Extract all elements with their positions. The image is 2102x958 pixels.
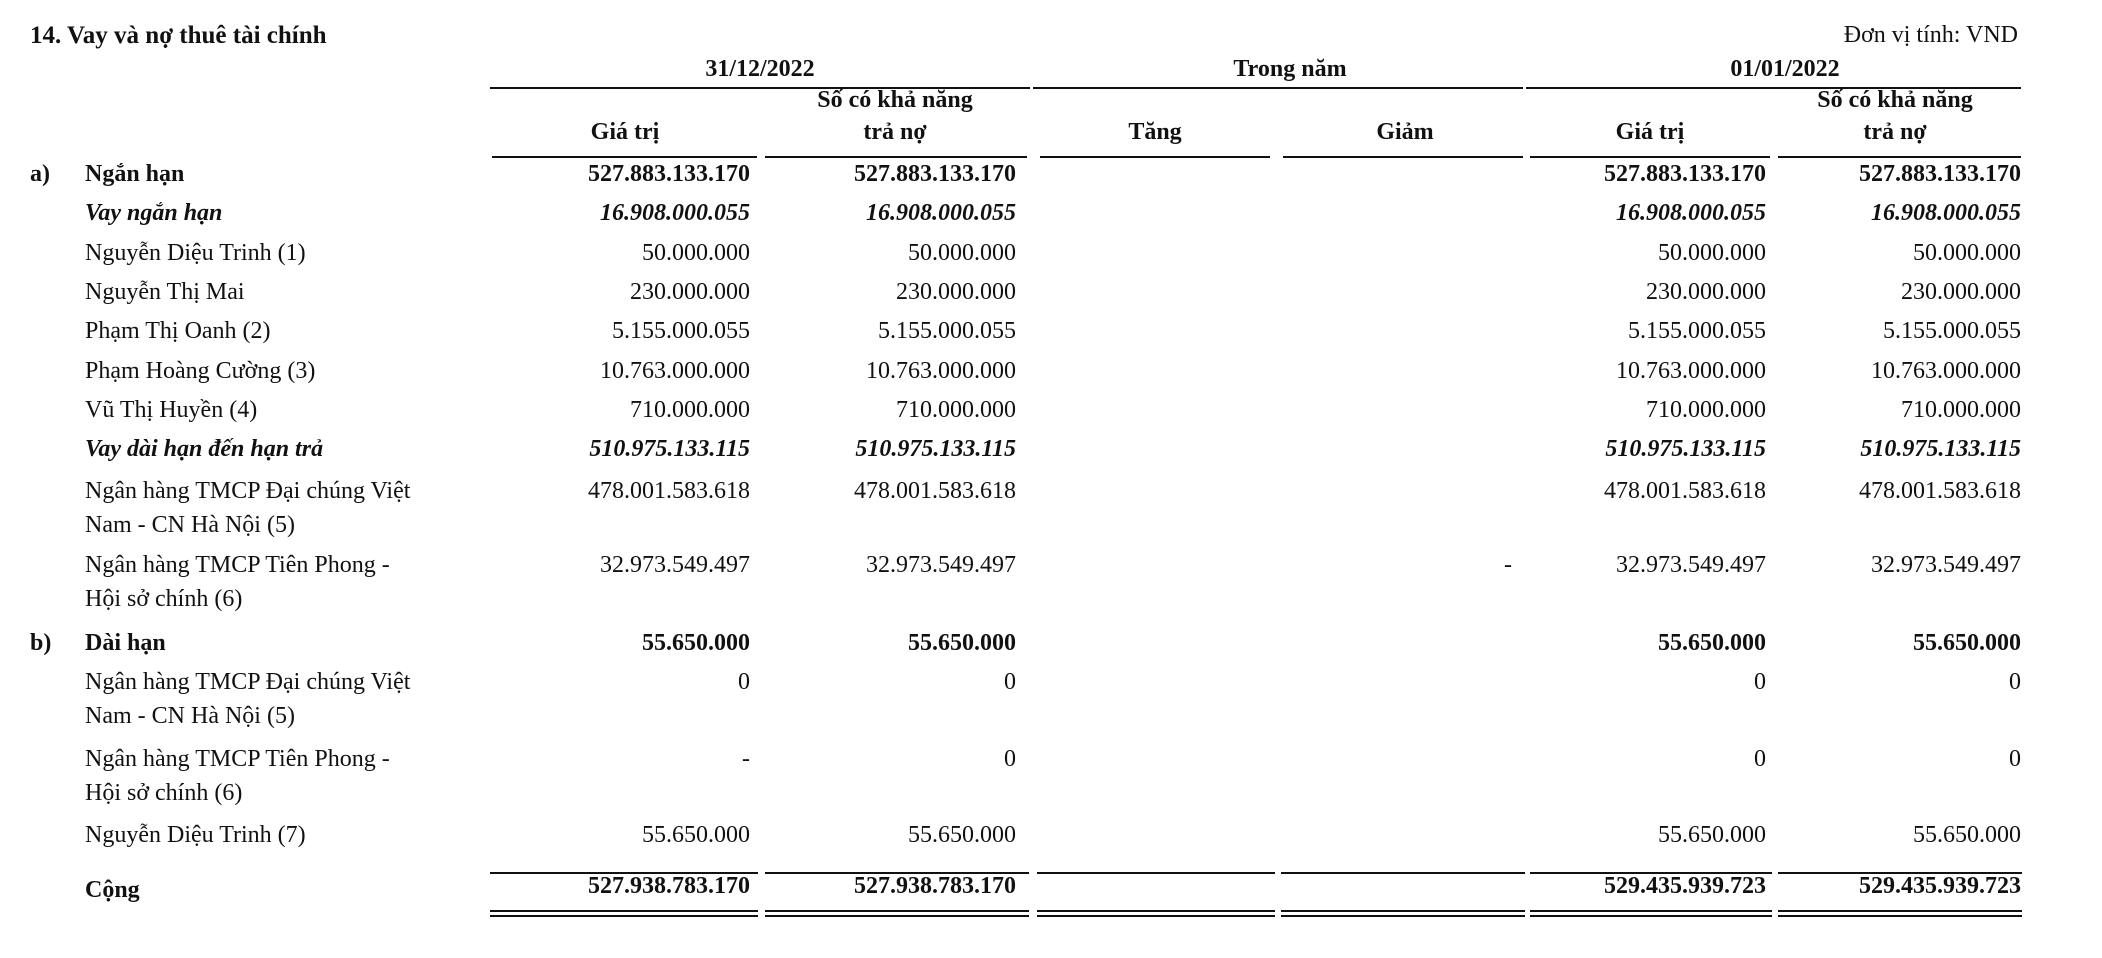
cell-payable-end: 510.975.133.115 [855,436,1016,462]
row-label [85,818,306,852]
group-rule-mid [1033,87,1523,89]
cell-decrease: - [1504,552,1512,578]
cell-value-start: 0 [1754,669,1766,695]
cell-payable-start: 16.908.000.055 [1871,200,2021,226]
cell-value-start: 5.155.000.055 [1628,318,1766,344]
cell-value-start: 10.763.000.000 [1616,358,1766,384]
cell-payable-start: 230.000.000 [1901,279,2021,305]
cell-value-start: 55.650.000 [1658,630,1766,656]
group-header-during-year: Trong năm [1233,56,1347,82]
cell-payable-end: 0 [1004,669,1016,695]
total-payable-start: 529.435.939.723 [1859,873,2021,899]
cell-payable-start: 5.155.000.055 [1883,318,2021,344]
cell-value-end: 5.155.000.055 [612,318,750,344]
cell-payable-start: 50.000.000 [1913,240,2021,266]
row-label [85,157,184,191]
cell-payable-end: 710.000.000 [896,397,1016,423]
section-title: 14. Vay và nợ thuê tài chính [30,22,327,49]
cell-payable-start: 0 [2009,746,2021,772]
cell-payable-start: 55.650.000 [1913,630,2021,656]
cell-payable-end: 50.000.000 [908,240,1016,266]
col-header-payable-end-line2: trả nợ [863,119,927,145]
header-rule [1283,156,1523,158]
col-header-payable-start [1770,84,2020,148]
row-label-line2: Hội sở chính (6) [85,586,243,612]
total-rule-double [1530,910,1772,917]
cell-payable-start: 0 [2009,669,2021,695]
cell-value-end: 478.001.583.618 [588,478,750,504]
header-rule [1040,156,1270,158]
row-label-line1: Dài hạn [85,630,166,656]
row-label [85,548,390,616]
total-rule-top [1037,872,1275,874]
row-label-line1: Ngắn hạn [85,161,185,187]
cell-value-start: 0 [1754,746,1766,772]
cell-payable-end: 0 [1004,746,1016,772]
col-header-value-start: Giá trị [1615,119,1685,145]
col-header-payable-end [760,84,1030,148]
total-rule-top [1778,872,2022,874]
cell-value-end: 55.650.000 [642,630,750,656]
row-label [85,236,306,270]
cell-value-end: 510.975.133.115 [589,436,750,462]
row-label-line1: Ngân hàng TMCP Đại chúng Việt [85,669,411,695]
group-header-end-of-period: 31/12/2022 [705,56,815,82]
cell-payable-end: 16.908.000.055 [866,200,1016,226]
total-label: Cộng [85,877,140,903]
total-value-end: 527.938.783.170 [588,873,750,899]
row-section-marker: a) [30,161,50,187]
cell-payable-start: 55.650.000 [1913,822,2021,848]
cell-value-start: 478.001.583.618 [1604,478,1766,504]
row-label [85,432,323,466]
cell-value-end: 710.000.000 [630,397,750,423]
cell-value-end: 32.973.549.497 [600,552,750,578]
total-rule-top [490,872,758,874]
cell-value-start: 710.000.000 [1646,397,1766,423]
cell-value-start: 55.650.000 [1658,822,1766,848]
cell-value-start: 510.975.133.115 [1605,436,1766,462]
col-header-payable-end-line1: Số có khả năng [817,87,973,113]
cell-payable-start: 478.001.583.618 [1859,478,2021,504]
row-label [85,474,410,542]
cell-payable-start: 527.883.133.170 [1859,161,2021,187]
cell-value-start: 16.908.000.055 [1616,200,1766,226]
row-section-marker: b) [30,630,52,656]
col-header-payable-start-line1: Số có khả năng [1817,87,1973,113]
cell-value-end: 16.908.000.055 [600,200,750,226]
row-label [85,196,222,230]
row-label-line1: Nguyễn Diệu Trinh (1) [85,240,306,266]
row-label-line1: Vũ Thị Huyền (4) [85,397,258,423]
cell-payable-end: 478.001.583.618 [854,478,1016,504]
row-label-line1: Ngân hàng TMCP Đại chúng Việt [85,478,411,504]
row-label-line1: Vay ngắn hạn [85,200,223,226]
row-label-line2: Nam - CN Hà Nội (5) [85,512,295,538]
row-label-line1: Nguyễn Diệu Trinh (7) [85,822,306,848]
total-value-start: 529.435.939.723 [1604,873,1766,899]
cell-value-start: 230.000.000 [1646,279,1766,305]
cell-payable-end: 5.155.000.055 [878,318,1016,344]
cell-value-end: 230.000.000 [630,279,750,305]
col-header-payable-start-line2: trả nợ [1863,119,1927,145]
total-rule-top [1530,872,1772,874]
row-label-line2: Hội sở chính (6) [85,780,243,806]
cell-payable-end: 527.883.133.170 [854,161,1016,187]
cell-value-end: - [742,746,750,772]
col-header-decrease: Giảm [1376,119,1434,145]
total-rule-double [490,910,758,917]
cell-value-end: 10.763.000.000 [600,358,750,384]
cell-value-start: 527.883.133.170 [1604,161,1766,187]
total-rule-double [1281,910,1525,917]
row-label [85,665,410,733]
row-label-line1: Phạm Hoàng Cường (3) [85,358,316,384]
row-label [85,275,245,309]
total-payable-end: 527.938.783.170 [854,873,1016,899]
row-label-line2: Nam - CN Hà Nội (5) [85,703,295,729]
cell-payable-start: 510.975.133.115 [1860,436,2021,462]
cell-value-start: 32.973.549.497 [1616,552,1766,578]
cell-value-end: 50.000.000 [642,240,750,266]
cell-payable-end: 55.650.000 [908,630,1016,656]
col-header-increase: Tăng [1128,119,1182,145]
total-rule-top [765,872,1029,874]
group-header-start-of-period: 01/01/2022 [1730,56,1840,82]
cell-value-end: 527.883.133.170 [588,161,750,187]
row-label-line1: Phạm Thị Oanh (2) [85,318,271,344]
row-label-line1: Nguyễn Thị Mai [85,279,245,305]
row-label [85,393,257,427]
cell-payable-start: 710.000.000 [1901,397,2021,423]
row-label [85,314,271,348]
total-rule-top [1281,872,1525,874]
row-label-line1: Ngân hàng TMCP Tiên Phong - [85,746,390,772]
col-header-value-end: Giá trị [590,119,660,145]
cell-value-end: 55.650.000 [642,822,750,848]
row-label-line1: Vay dài hạn đến hạn trả [85,436,324,462]
cell-payable-end: 10.763.000.000 [866,358,1016,384]
total-rule-double [765,910,1029,917]
cell-payable-start: 32.973.549.497 [1871,552,2021,578]
cell-value-start: 50.000.000 [1658,240,1766,266]
cell-value-end: 0 [738,669,750,695]
cell-payable-end: 32.973.549.497 [866,552,1016,578]
row-label-line1: Ngân hàng TMCP Tiên Phong - [85,552,390,578]
cell-payable-end: 55.650.000 [908,822,1016,848]
total-rule-double [1037,910,1275,917]
row-label [85,626,166,660]
currency-unit: Đơn vị tính: VND [1843,22,2018,48]
cell-payable-start: 10.763.000.000 [1871,358,2021,384]
row-label [85,354,315,388]
row-label [85,742,390,810]
total-rule-double [1778,910,2022,917]
cell-payable-end: 230.000.000 [896,279,1016,305]
